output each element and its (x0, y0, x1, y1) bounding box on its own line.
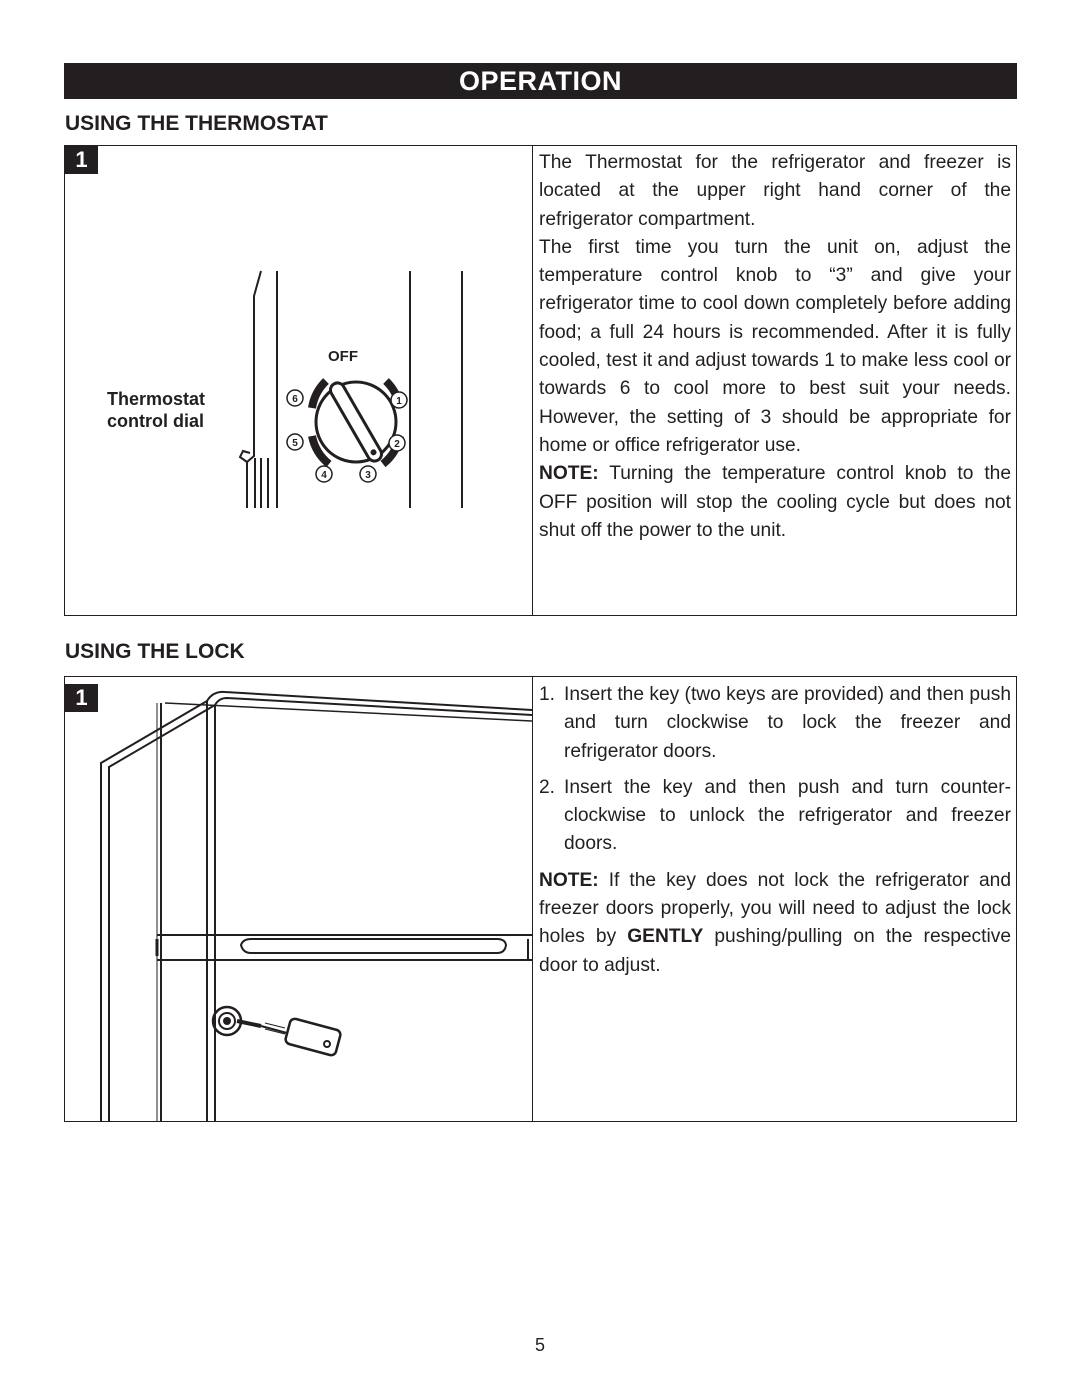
thermostat-figure (65, 146, 532, 615)
list-text: Insert the key and then push and turn counter-clockwise to unlock the refrigerator and freezer doors. (564, 776, 1011, 855)
panel-divider (532, 677, 533, 1121)
list-number: 1. (539, 684, 556, 705)
note-label: NOTE: (539, 869, 599, 891)
step-badge: 1 (65, 146, 98, 174)
dial-number-3: 3 (365, 470, 371, 481)
lock-section-title: USING THE LOCK (65, 640, 245, 663)
step-badge: 1 (65, 684, 98, 712)
note-text-pre: If the key does not lock the refrigerator and freezer doors properly, you will need to adjust the lock holes by (539, 869, 1011, 948)
thermostat-dial-label (107, 388, 205, 432)
note-label: NOTE: (539, 463, 599, 485)
lock-figure (65, 677, 532, 1121)
dial-number-2: 2 (394, 439, 400, 450)
thermostat-section-title: USING THE THERMOSTAT (65, 112, 328, 135)
thermostat-panel (64, 145, 1017, 616)
panel-divider (532, 146, 533, 615)
dial-number-5: 5 (292, 438, 298, 449)
list-number: 2. (539, 776, 556, 798)
note-emphasis: GENTLY (627, 926, 704, 948)
dial-number-1: 1 (396, 396, 402, 407)
page-number: 5 (534, 1335, 545, 1355)
lock-step-2 (539, 774, 1011, 859)
dial-label-line2: control dial (107, 411, 205, 431)
dial-off-label: OFF (328, 348, 358, 365)
note-text-post: pushing/pulling on the respective door to adjust. (539, 926, 1012, 976)
dial-number-4: 4 (321, 470, 327, 481)
thermostat-instructions (539, 149, 1011, 545)
lock-instructions (539, 681, 1011, 980)
dial-label-line1: Thermostat (107, 389, 206, 409)
list-text: Insert the key (two keys are provided) and then push and turn clockwise to lock the freezer and refrigerator doors. (564, 684, 1011, 762)
lock-step-1 (539, 681, 1011, 766)
refrigerator-lock-illustration (65, 677, 532, 1121)
section-banner: OPERATION (64, 63, 1017, 99)
thermostat-note (539, 460, 1011, 545)
lock-note (539, 867, 1011, 980)
thermostat-paragraph-2: The first time you turn the unit on, adjust the temperature control knob to “3” and give your refrigerator time to cool down completely before adding food; a full 24 hours is recommended. After it is fully cooled, test it and adjust towards 1 to make less cool or towards 6 to cool more to best suit your needs. However, the setting of 3 should be appropriate for home or office refrigerator use. (539, 236, 1011, 456)
lock-panel (64, 676, 1017, 1122)
dial-number-6: 6 (292, 394, 298, 405)
note-text: Turning the temperature control knob to the OFF position will stop the cooling cycle but does not shut off the power to the unit. (539, 463, 1011, 541)
thermostat-paragraph-1: The Thermostat for the refrigerator and freezer is located at the upper right hand corner of the refrigerator compartment. (539, 152, 1011, 230)
thermostat-dial-illustration (65, 146, 532, 615)
